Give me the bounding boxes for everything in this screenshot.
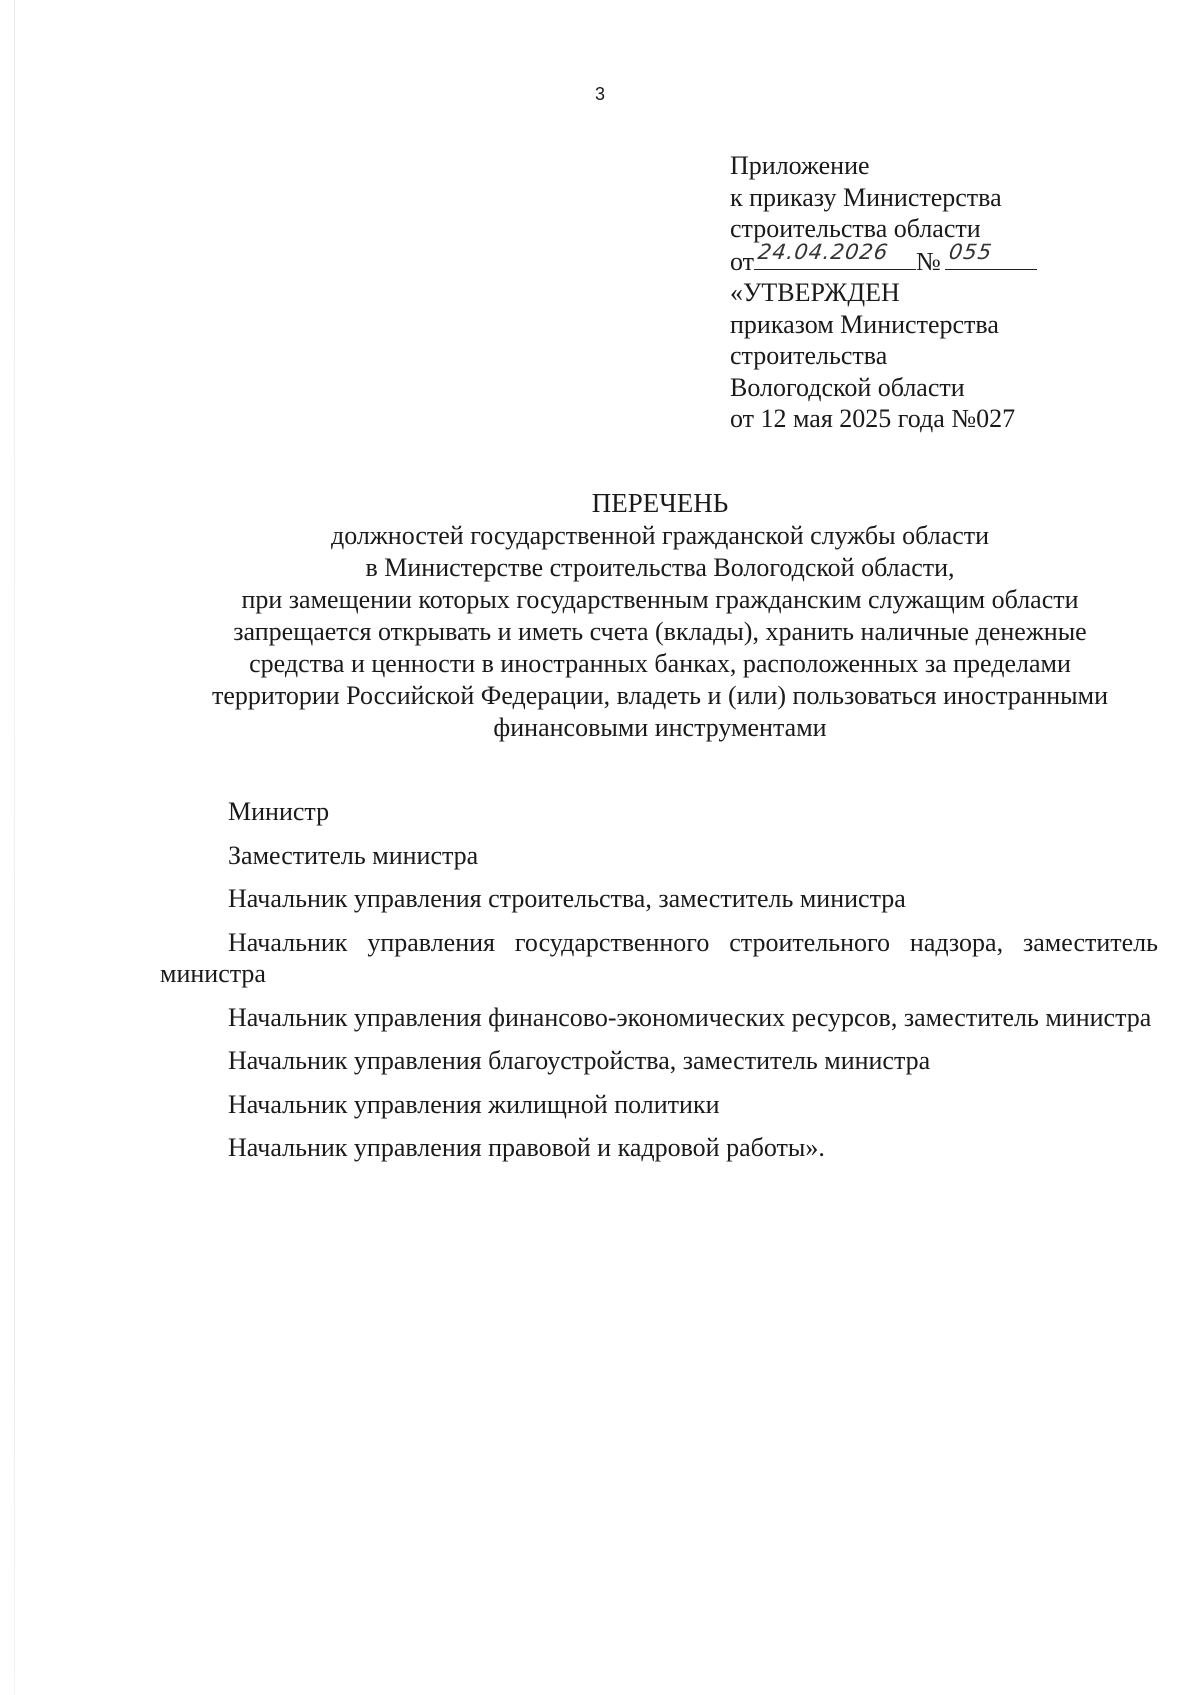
position-item: Министр (228, 797, 330, 826)
position-item: Начальник управления строительства, заместитель министра (228, 884, 906, 913)
date-prefix: от (730, 246, 755, 276)
date-field (754, 240, 916, 270)
title-line: запрещается открывать и иметь счета (вклады), хранить наличные денежные (233, 617, 1087, 646)
title-line: должностей государственной гражданской службы области (330, 521, 990, 550)
position-item: Начальник управления правовой и кадровой работы». (228, 1133, 825, 1162)
approved-line: Вологодской области (730, 372, 965, 402)
position-item: Начальник управления финансово-экономических ресурсов, заместитель министра (228, 1002, 1152, 1032)
position-item: Начальник управления жилищной политики (228, 1089, 720, 1119)
title-line: в Министерстве строительства Вологодской области, (365, 553, 955, 582)
title-line: при замещении которых государственным гражданским служащим области (241, 585, 1079, 614)
position-item: Заместитель министра (228, 840, 479, 870)
page-number: 3 (594, 84, 605, 104)
positions-list (160, 796, 1158, 1176)
appendix-date-line (730, 240, 1170, 278)
approved-line: строительства (730, 341, 888, 370)
appendix-line: строительства области (730, 214, 981, 243)
approved-line: от 12 мая 2025 года №027 (730, 404, 1016, 433)
appendix-line: к приказу Министерства (730, 182, 1002, 212)
approved-line: приказом Министерства (730, 309, 999, 339)
number-sign: № (916, 246, 941, 276)
approved-line: «УТВЕРЖДЕН (730, 278, 900, 307)
position-item: Начальник управления государственного строительного надзора, заместитель министра (160, 927, 1158, 988)
handwritten-date: 24.04.2026 (756, 240, 891, 264)
handwritten-number: 055 (947, 240, 994, 264)
title-line: финансовыми инструментами (493, 713, 827, 742)
title-line: средства и ценности в иностранных банках, расположенных за пределами (249, 649, 1071, 678)
title-heading: ПЕРЕЧЕНЬ (591, 488, 729, 518)
document-title (160, 487, 1160, 744)
position-item: Начальник управления благоустройства, заместитель министра (228, 1046, 931, 1075)
appendix-line: Приложение (730, 151, 870, 180)
scan-edge-line (14, 0, 15, 1695)
appendix-block (730, 150, 1170, 435)
title-line: территории Российской Федерации, владеть и (или) пользоваться иностранными (212, 681, 1108, 710)
number-field (945, 240, 1037, 270)
